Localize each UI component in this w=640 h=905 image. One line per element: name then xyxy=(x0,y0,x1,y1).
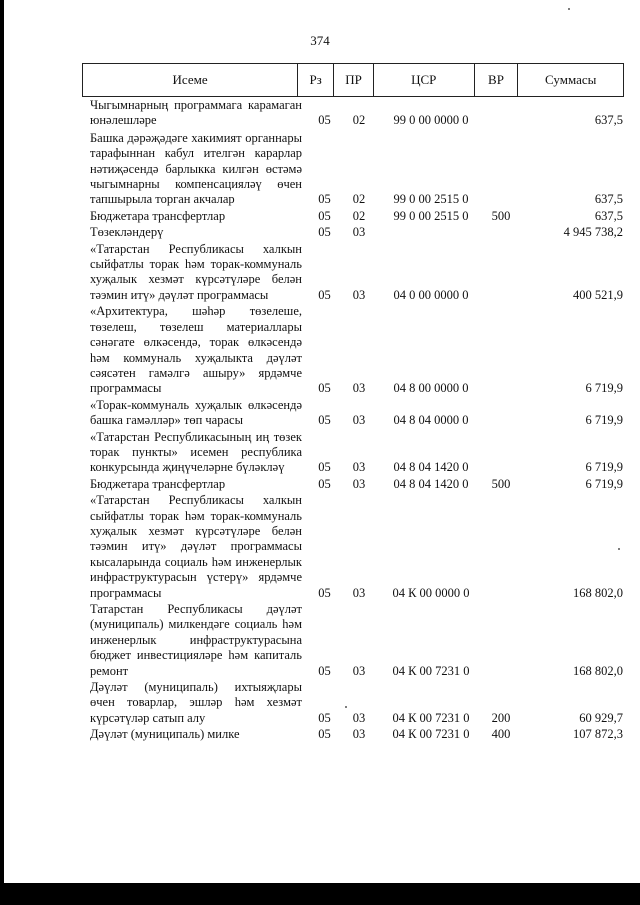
row-sum: 4 945 738,2 xyxy=(563,225,623,240)
header-name: Исеме xyxy=(83,64,298,96)
row-name: «Архитектура, шәһәр төзелеше, төзелеш, төзелеш материаллары сәнәгате өлкәсендә, торак өлкәсендә һәм коммуналь хуҗалыкта дәүләт сәясәтен гамәлгә ашыру» ярдәмче программасы xyxy=(90,304,302,396)
table-body xyxy=(90,98,624,743)
row-pr: 03 xyxy=(352,225,366,240)
row-sum: 400 521,9 xyxy=(573,287,623,302)
row-vr: 400 xyxy=(491,727,511,742)
row-rz: 05 xyxy=(318,585,331,600)
table-row xyxy=(90,225,624,240)
row-csr: 04 К 00 7231 0 xyxy=(392,710,470,725)
row-sum: 637,5 xyxy=(594,113,623,128)
row-pr: 03 xyxy=(352,381,366,396)
row-name: Дәүләт (муниципаль) милке xyxy=(90,727,240,742)
row-pr: 03 xyxy=(352,727,366,742)
table-row xyxy=(90,242,624,304)
row-csr: 04 0 00 0000 0 xyxy=(393,287,469,302)
row-sum: 637,5 xyxy=(594,192,623,207)
row-csr: 99 0 00 2515 0 xyxy=(393,208,469,223)
table-row xyxy=(90,727,624,742)
header-pr: ПР xyxy=(334,64,374,96)
header-sum: Суммасы xyxy=(545,72,597,87)
row-csr: 04 8 04 0000 0 xyxy=(393,413,469,428)
table-row xyxy=(90,304,624,396)
row-name: Татарстан Республикасы дәүләт (муниципаль) милкендәге социаль һәм инженерлык инфраструктурасына бюджет инвестицияләре һәм капиталь ремонт xyxy=(90,602,302,678)
row-sum: 60 929,7 xyxy=(579,710,623,725)
row-rz: 05 xyxy=(318,225,331,240)
row-vr: 200 xyxy=(491,710,511,725)
row-sum: 107 872,3 xyxy=(573,727,623,742)
row-rz: 05 xyxy=(318,727,331,742)
scan-bottom-border xyxy=(0,883,640,905)
header-rz: Рз xyxy=(298,64,334,96)
row-csr: 04 8 04 1420 0 xyxy=(393,476,469,491)
table-header xyxy=(82,63,624,97)
header-csr: ЦСР xyxy=(374,64,475,96)
row-pr: 03 xyxy=(352,287,366,302)
row-vr: 500 xyxy=(491,476,511,491)
row-sum: 6 719,9 xyxy=(585,381,623,396)
table-row xyxy=(90,602,624,679)
row-sum: 6 719,9 xyxy=(585,460,623,475)
row-csr: 04 К 00 7231 0 xyxy=(392,727,470,742)
row-csr: 99 0 00 2515 0 xyxy=(393,192,469,207)
table-row xyxy=(90,98,624,129)
table-row xyxy=(90,131,624,208)
row-pr: 02 xyxy=(352,208,366,223)
row-pr: 03 xyxy=(352,585,366,600)
row-rz: 05 xyxy=(318,710,331,725)
row-rz: 05 xyxy=(318,381,331,396)
row-name: Төзекләндерү xyxy=(90,225,164,240)
table-row xyxy=(90,430,624,476)
row-name: Башка дәрәҗәдәге хакимият органнары тарафыннан кабул ителгән карарлар нәтиҗәсендә барлыкка килгән өстәмә чыгымнарны компенсацияләү өчен тапшырыла торган акчалар xyxy=(90,130,302,207)
row-rz: 05 xyxy=(318,208,331,223)
row-sum: 168 802,0 xyxy=(573,585,623,600)
row-pr: 03 xyxy=(352,663,366,678)
row-rz: 05 xyxy=(318,663,331,678)
row-pr: 02 xyxy=(352,192,366,207)
row-sum: 168 802,0 xyxy=(573,663,623,678)
row-name: «Татарстан Республикасы халкын сыйфатлы торак һәм торак-коммуналь хуҗалык хезмәт күрсәтүләре белән тәэмин итү» дәүләт программасы кысаларында социаль һәм инженерлык инфраструктурасын үстерү» ярдәмче программасы xyxy=(90,493,302,600)
row-csr: 04 8 04 1420 0 xyxy=(393,460,469,475)
row-pr: 02 xyxy=(352,113,366,128)
row-csr: 04 К 00 0000 0 xyxy=(392,585,470,600)
row-rz: 05 xyxy=(318,113,331,128)
row-rz: 05 xyxy=(318,476,331,491)
row-sum: 6 719,9 xyxy=(585,476,623,491)
row-name: Бюджетара трансфертлар xyxy=(90,476,226,491)
table-row xyxy=(90,398,624,429)
row-rz: 05 xyxy=(318,413,331,428)
table-row xyxy=(90,477,624,492)
table-row xyxy=(90,680,624,726)
row-pr: 03 xyxy=(352,460,366,475)
row-sum: 6 719,9 xyxy=(585,413,623,428)
row-vr: 500 xyxy=(491,208,511,223)
row-rz: 05 xyxy=(318,192,331,207)
page-number: 374 xyxy=(310,33,330,48)
scan-edge xyxy=(0,0,4,905)
row-csr: 99 0 00 0000 0 xyxy=(393,113,469,128)
row-csr: 04 К 00 7231 0 xyxy=(392,663,470,678)
row-name: «Татарстан Республикасының иң төзек торак пункты» исемен республика конкурсында җиңүчеләрне бүләкләү xyxy=(90,429,302,475)
row-pr: 03 xyxy=(352,476,366,491)
scan-speck xyxy=(568,8,570,10)
row-sum: 637,5 xyxy=(594,208,623,223)
header-vr: ВР xyxy=(475,64,519,96)
row-csr: 04 8 00 0000 0 xyxy=(393,381,469,396)
row-name: Чыгымнарның программага карамаган юнәлешләре xyxy=(90,98,302,128)
row-rz: 05 xyxy=(318,287,331,302)
table-row xyxy=(90,209,624,224)
row-pr: 03 xyxy=(352,413,366,428)
row-rz: 05 xyxy=(318,460,331,475)
row-name: «Торак-коммуналь хуҗалык өлкәсендә башка гамәлләр» төп чарасы xyxy=(90,397,302,428)
row-pr: 03 xyxy=(352,710,366,725)
row-name: «Татарстан Республикасы халкын сыйфатлы торак һәм торак-коммуналь хуҗалык хезмәт күрсәтүләре белән тәэмин итү» дәүләт программасы xyxy=(90,241,302,302)
table-row xyxy=(90,493,624,601)
row-name: Дәүләт (муниципаль) ихтыяҗлары өчен товарлар, эшләр һәм хезмәт күрсәтүләр сатып алу xyxy=(90,680,302,725)
row-name: Бюджетара трансфертлар xyxy=(90,208,226,223)
